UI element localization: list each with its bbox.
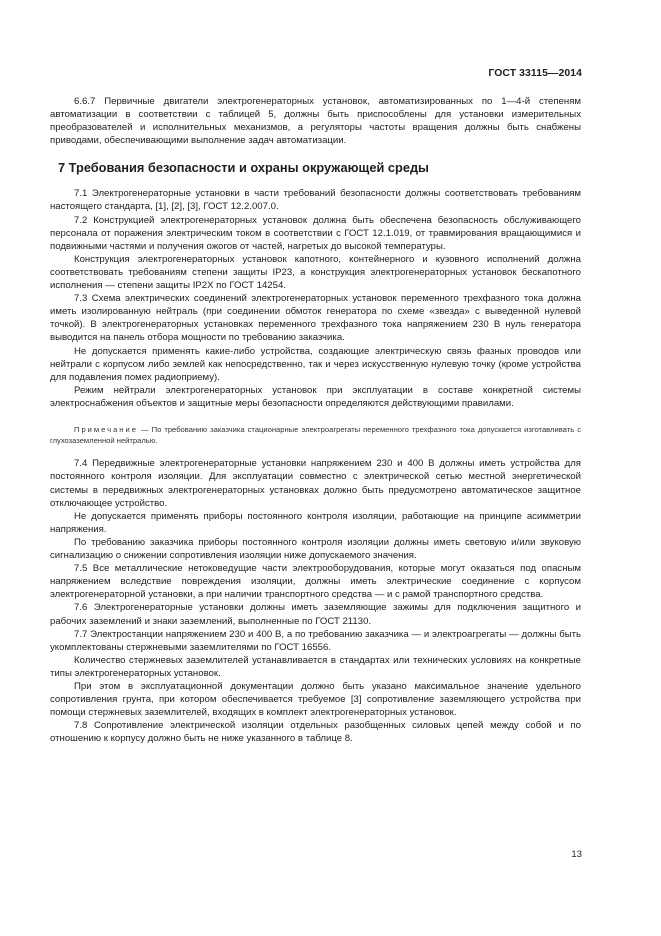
paragraph-7-3: 7.3 Схема электрических соединений электрогенераторных установок переменного трехфазного тока должна иметь изолированную нейтраль (при соединении обмоток генератора по схеме «звезда» с выведенной нулевой точкой). В электрогенераторных установках переменного трехфазного тока напряжением 230 В нуль генератора выводится на панель отбора мощности по требованию заказчика. [50,293,581,344]
paragraph-7-2: 7.2 Конструкцией электрогенераторных установок должна быть обеспечена безопасность обслуживающего персонала от поражения электрическим током в соответствии с ГОСТ 12.1.019, от травмирования вращающимися и подвижными частями и получения ожогов от частей, нагретых до высокой температуры. [50,214,581,252]
paragraph-7-4-signaling: По требованию заказчика приборы постоянного контроля изоляции должны иметь световую и/или звуковую сигнализацию о снижении сопротивления изоляции ниже допускаемого значения. [50,536,581,562]
paragraph-7-3-restriction: Не допускается применять какие-либо устройства, создающие электрическую связь фазных проводов или нейтрали с корпусом либо землей как непосредственно, так и через искусственную нулевую точку (кроме устройства для подавления помех радиоприему). [50,345,581,383]
paragraph-7-7-resistance: При этом в эксплуатационной документации должно быть указано максимальное значение удельного сопротивления грунта, при котором обеспечивается требуемое [3] сопротивление заземляющего устройства при помощи стержневых заземлителей, входящих в комплект электрогенераторных установок. [50,680,581,719]
paragraph-7-2-ip: Конструкция электрогенераторных установок капотного, контейнерного и кузовного исполнений должна соответствовать требованиям степени защиты IP23, а конструкция электрогенераторных установок бескапотного исполнения — степени защиты IP2X по ГОСТ 14254. [50,253,581,292]
paragraph-7-7: 7.7 Электростанции напряжением 230 и 400 В, а по требованию заказчика — и электроагрегаты — должны быть укомплектованы стержневыми заземлителями по ГОСТ 16556. [50,628,581,653]
page-number: 13 [571,849,582,860]
paragraph-7-8: 7.8 Сопротивление электрической изоляции отдельных разобщенных силовых цепей между собой и по отношению к корпусу должно быть не ниже указанного в таблице 8. [50,720,581,745]
paragraph-7-7-quantity: Количество стержневых заземлителей устанавливается в стандартах или технических условиях на конкретные типы электрогенераторных установок. [50,654,581,679]
paragraph-7-1: 7.1 Электрогенераторные установки в части требований безопасности должны соответствовать требованиям настоящего стандарта, [1], [2], [3], ГОСТ 12.2.007.0. [50,188,581,213]
note [50,424,581,446]
note-label: Примечание [74,424,138,434]
paragraph-7-5: 7.5 Все металлические нетоковедущие части электрооборудования, которые могут оказаться под опасным напряжением вследствие повреждения изоляции, должны иметь электрические соединение с корпусом электрогенераторной установки, а при наличии транспортного средства — и с рамой транспортного средства. [50,563,581,601]
paragraph-7-6: 7.6 Электрогенераторные установки должны иметь заземляющие зажимы для подключения защитного и рабочих заземлений и знаки заземлений, выполненные по ГОСТ 21130. [50,602,581,627]
document-code: ГОСТ 33115—2014 [488,68,582,79]
section-title: 7 Требования безопасности и охраны окружающей среды [58,160,429,176]
paragraph-7-4: 7.4 Передвижные электрогенераторные установки напряжением 230 и 400 В должны иметь устройства для постоянного контроля изоляции. Для эксплуатации совместно с электрической сетью местной энергетической системы в передвижных электрогенераторных установках должно быть предусмотрено автоматическое защитное отключающее устройство. [50,458,581,509]
paragraph-6-6-7: 6.6.7 Первичные двигатели электрогенераторных установок, автоматизированных по 1—4-й степеням автоматизации в соответствии с таблицей 5, должны быть приспособлены для установки измерительных преобразователей и исполнительных механизмов, а регуляторы частоты вращения должны быть снабжены приводами, обеспечивающими выполнение задач автоматизации. [50,96,581,147]
page-content [50,95,581,745]
paragraph-7-3-neutral-mode: Режим нейтрали электрогенераторных установок при эксплуатации в составе конкретной системы электроснабжения объектов и защитные меры безопасности определяются действующими правилами. [50,384,581,409]
paragraph-7-4-asymmetry: Не допускается применять приборы постоянного контроля изоляции, работающие на принципе асимметрии напряжения. [50,510,581,535]
note-text: — По требованию заказчика стационарные электроагрегаты переменного трехфазного тока допускается изготавливать с глухозаземленной нейтралью. [50,424,581,446]
